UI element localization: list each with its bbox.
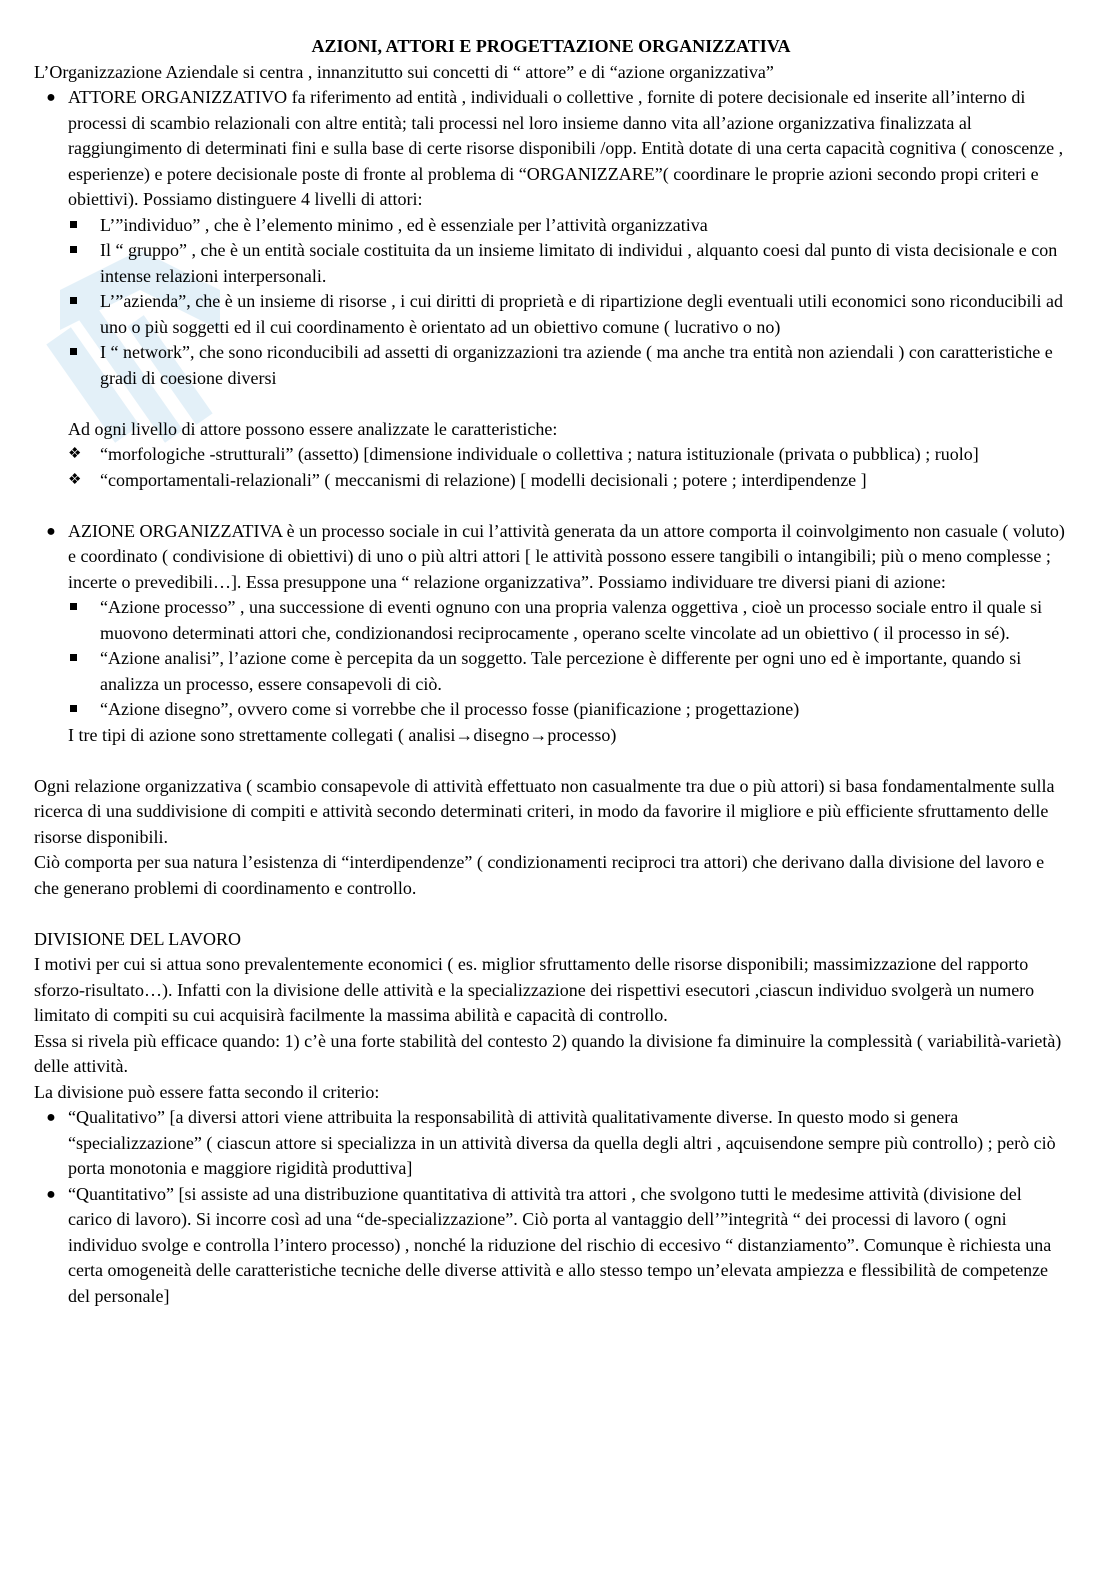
list-item: “Azione analisi”, l’azione come è percepita da un soggetto. Tale percezione è differente per ogni uno ed è importante, quando si analizza un processo, essere consapevoli di ciò. — [68, 646, 1068, 697]
bullet-dot-icon: ● — [46, 89, 56, 106]
bullet-dot-icon: ● — [46, 522, 56, 540]
list-item: L’”azienda”, che è un insieme di risorse , i cui diritti di proprietà e di ripartizione degli eventuali utili economici sono riconducibili ad uno o più soggetti ed il cui coordinamento è orientato ad un obiettivo comune ( lucrativo o no) — [68, 289, 1068, 340]
square-bullet-icon — [70, 221, 77, 228]
relazione-paragraph-1: Ogni relazione organizzativa ( scambio consapevole di attività effettuato non casualmente tra due o più attori) si basa fondamentalmente sulla ricerca di una suddivisione di compiti e attività secondo determinati criteri, in modo da favorire il migliore e più efficiente sfruttamento delle risorse disponibili. — [34, 775, 1055, 847]
bullet-dot-icon: ● — [46, 1109, 56, 1126]
criteria-list — [34, 1105, 1068, 1309]
square-bullet-icon — [70, 705, 77, 712]
spacer — [34, 901, 1068, 927]
spacer — [34, 748, 1068, 774]
square-bullet-icon — [70, 348, 77, 355]
intro-paragraph: L’Organizzazione Aziendale si centra , innanzitutto sui concetti di “ attore” e di “azione organizzativa” — [34, 61, 774, 82]
spacer — [34, 493, 1068, 519]
azione-section — [34, 519, 1068, 749]
list-item: “Azione processo” , una successione di eventi ognuno con una propria valenza oggettiva , cioè un processo sociale entro il quale si muovono determinati attori che, condizionandosi reciprocamente , operano scelte vincolate ad un obiettivo ( il processo in sé). — [68, 595, 1068, 646]
attore-levels — [34, 213, 1068, 392]
list-item: Il “ gruppo” , che è un entità sociale costituita da un insieme limitato di individui , alquanto coesi dal punto di vista decisionale e con intense relazioni interpersonali. — [68, 238, 1068, 289]
diamond-bullet-icon: ❖ — [68, 471, 82, 488]
list-item — [34, 519, 1068, 749]
divisione-paragraph-3: La divisione può essere fatta secondo il criterio: — [34, 1081, 380, 1102]
list-item — [34, 85, 1068, 493]
attore-section — [34, 85, 1068, 493]
divisione-paragraph-1: I motivi per cui si attua sono prevalentemente economici ( es. miglior sfruttamento delle risorse disponibili; massimizzazione del rapporto sforzo-risultato…). Infatti con la divisione delle attività e la specializzazione dei rispettivi esecutori ,ciascun individuo svolgerà un numero limitato di compiti su cui acquisirà facilmente la massima abilità e capacità di controllo. — [34, 954, 1035, 1025]
azione-planes — [34, 595, 1068, 723]
list-item: ❖ “comportamentali-relazionali” ( meccanismi di relazione) [ modelli decisionali ; potere ; interdipendenze ] — [68, 468, 1068, 494]
square-bullet-icon — [70, 603, 77, 610]
list-item: ● “Quantitativo” [si assiste ad una distribuzione quantitativa di attività tra attori , che svolgono tutti le medesime attività (divisione del carico di lavoro). Si incorre così ad una “de-specializzazione”. Ciò porta al vantaggio dell’”integrità “ dei processi di lavoro ( ogni individuo svolge e controlla l’intero processo) , nonché la riduzione del rischio di eccesivo “ distanziamento”. Comunque è richiesta una certa omogeneità delle caratteristiche tecniche delle diverse attività e allo stesso tempo un’elevata ampiezza e flessibilità de competenze del personale] — [34, 1182, 1068, 1310]
azione-closing: I tre tipi di azione sono strettamente collegati ( analisi→disegno→processo) — [68, 724, 617, 745]
characteristics-intro: Ad ogni livello di attore possono essere analizzate le caratteristiche: — [68, 418, 558, 439]
square-bullet-icon — [70, 297, 77, 304]
relazione-paragraph-2: Ciò comporta per sua natura l’esistenza di “interdipendenze” ( condizionamenti reciproci tra attori) che derivano dalla divisione del lavoro e che generano problemi di coordinamento e controllo. — [34, 852, 1045, 898]
attore-text: ATTORE ORGANIZZATIVO fa riferimento ad entità , individuali o collettive , fornite di potere decisionale ed inserite all’interno di processi di scambio relazionali con altre entità; tali processi nel loro insieme danno vita all’azione organizzativa finalizzata al raggiungimento di determinati fini e sulla base di certe risorse disponibili /opp. Entità dotate di una certa capacità cognitiva ( conoscenze , esperienze) e potere decisionale poste di fronte al problema di “ORGANIZZARE”( coordinare le proprie azioni secondo propi criteri e obiettivi). Possiamo distinguere 4 livelli di attori: — [68, 87, 1064, 209]
diamond-bullet-icon: ❖ — [68, 446, 82, 462]
azione-text: AZIONE ORGANIZZATIVA è un processo sociale in cui l’attività generata da un attore comporta il coinvolgimento non casuale ( voluto) e coordinato ( condivisione di obiettivi) di uno o più altri attori [ le attività possono essere tangibili o intangibili; più o meno complesse ; incerte o prevedibili…]. Essa presuppone una “ relazione organizzativa”. Possiamo individuare tre diversi piani di azione: — [68, 520, 1065, 592]
list-item: ❖ “morfologiche -strutturali” (assetto) [dimensione individuale o collettiva ; natura istituzionale (privata o pubblica) ; ruolo] — [68, 442, 1068, 468]
list-item: “Azione disegno”, ovvero come si vorrebbe che il processo fosse (pianificazione ; progettazione) — [68, 697, 1068, 723]
list-item: I “ network”, che sono riconducibili ad assetti di organizzazioni tra aziende ( ma anche tra entità non aziendali ) con caratteristiche e gradi di coesione diversi — [68, 340, 1068, 391]
characteristics-list — [34, 442, 1068, 493]
divisione-heading: DIVISIONE DEL LAVORO — [34, 928, 241, 949]
page-title: AZIONI, ATTORI E PROGETTAZIONE ORGANIZZATIVA — [311, 36, 791, 56]
bullet-dot-icon: ● — [46, 1185, 56, 1203]
square-bullet-icon — [70, 654, 77, 661]
spacer — [68, 391, 1068, 417]
divisione-paragraph-2: Essa si rivela più efficace quando: 1) c’è una forte stabilità del contesto 2) quando la divisione fa diminuire la complessità ( variabilità-varietà) delle attività. — [34, 1030, 1062, 1076]
list-item: L’”individuo” , che è l’elemento minimo , ed è essenziale per l’attività organizzativa — [68, 213, 1068, 239]
list-item: ● “Qualitativo” [a diversi attori viene attribuita la responsabilità di attività qualitativamente diverse. In questo modo si genera “specializzazione” ( ciascun attore si specializza in un attività diversa da quella degli altri , aqcuisendone sempre più controllo) ; però ciò porta monotonia e maggiore rigidità produttiva] — [34, 1105, 1068, 1182]
document-content — [34, 34, 1068, 1309]
square-bullet-icon — [70, 246, 77, 253]
